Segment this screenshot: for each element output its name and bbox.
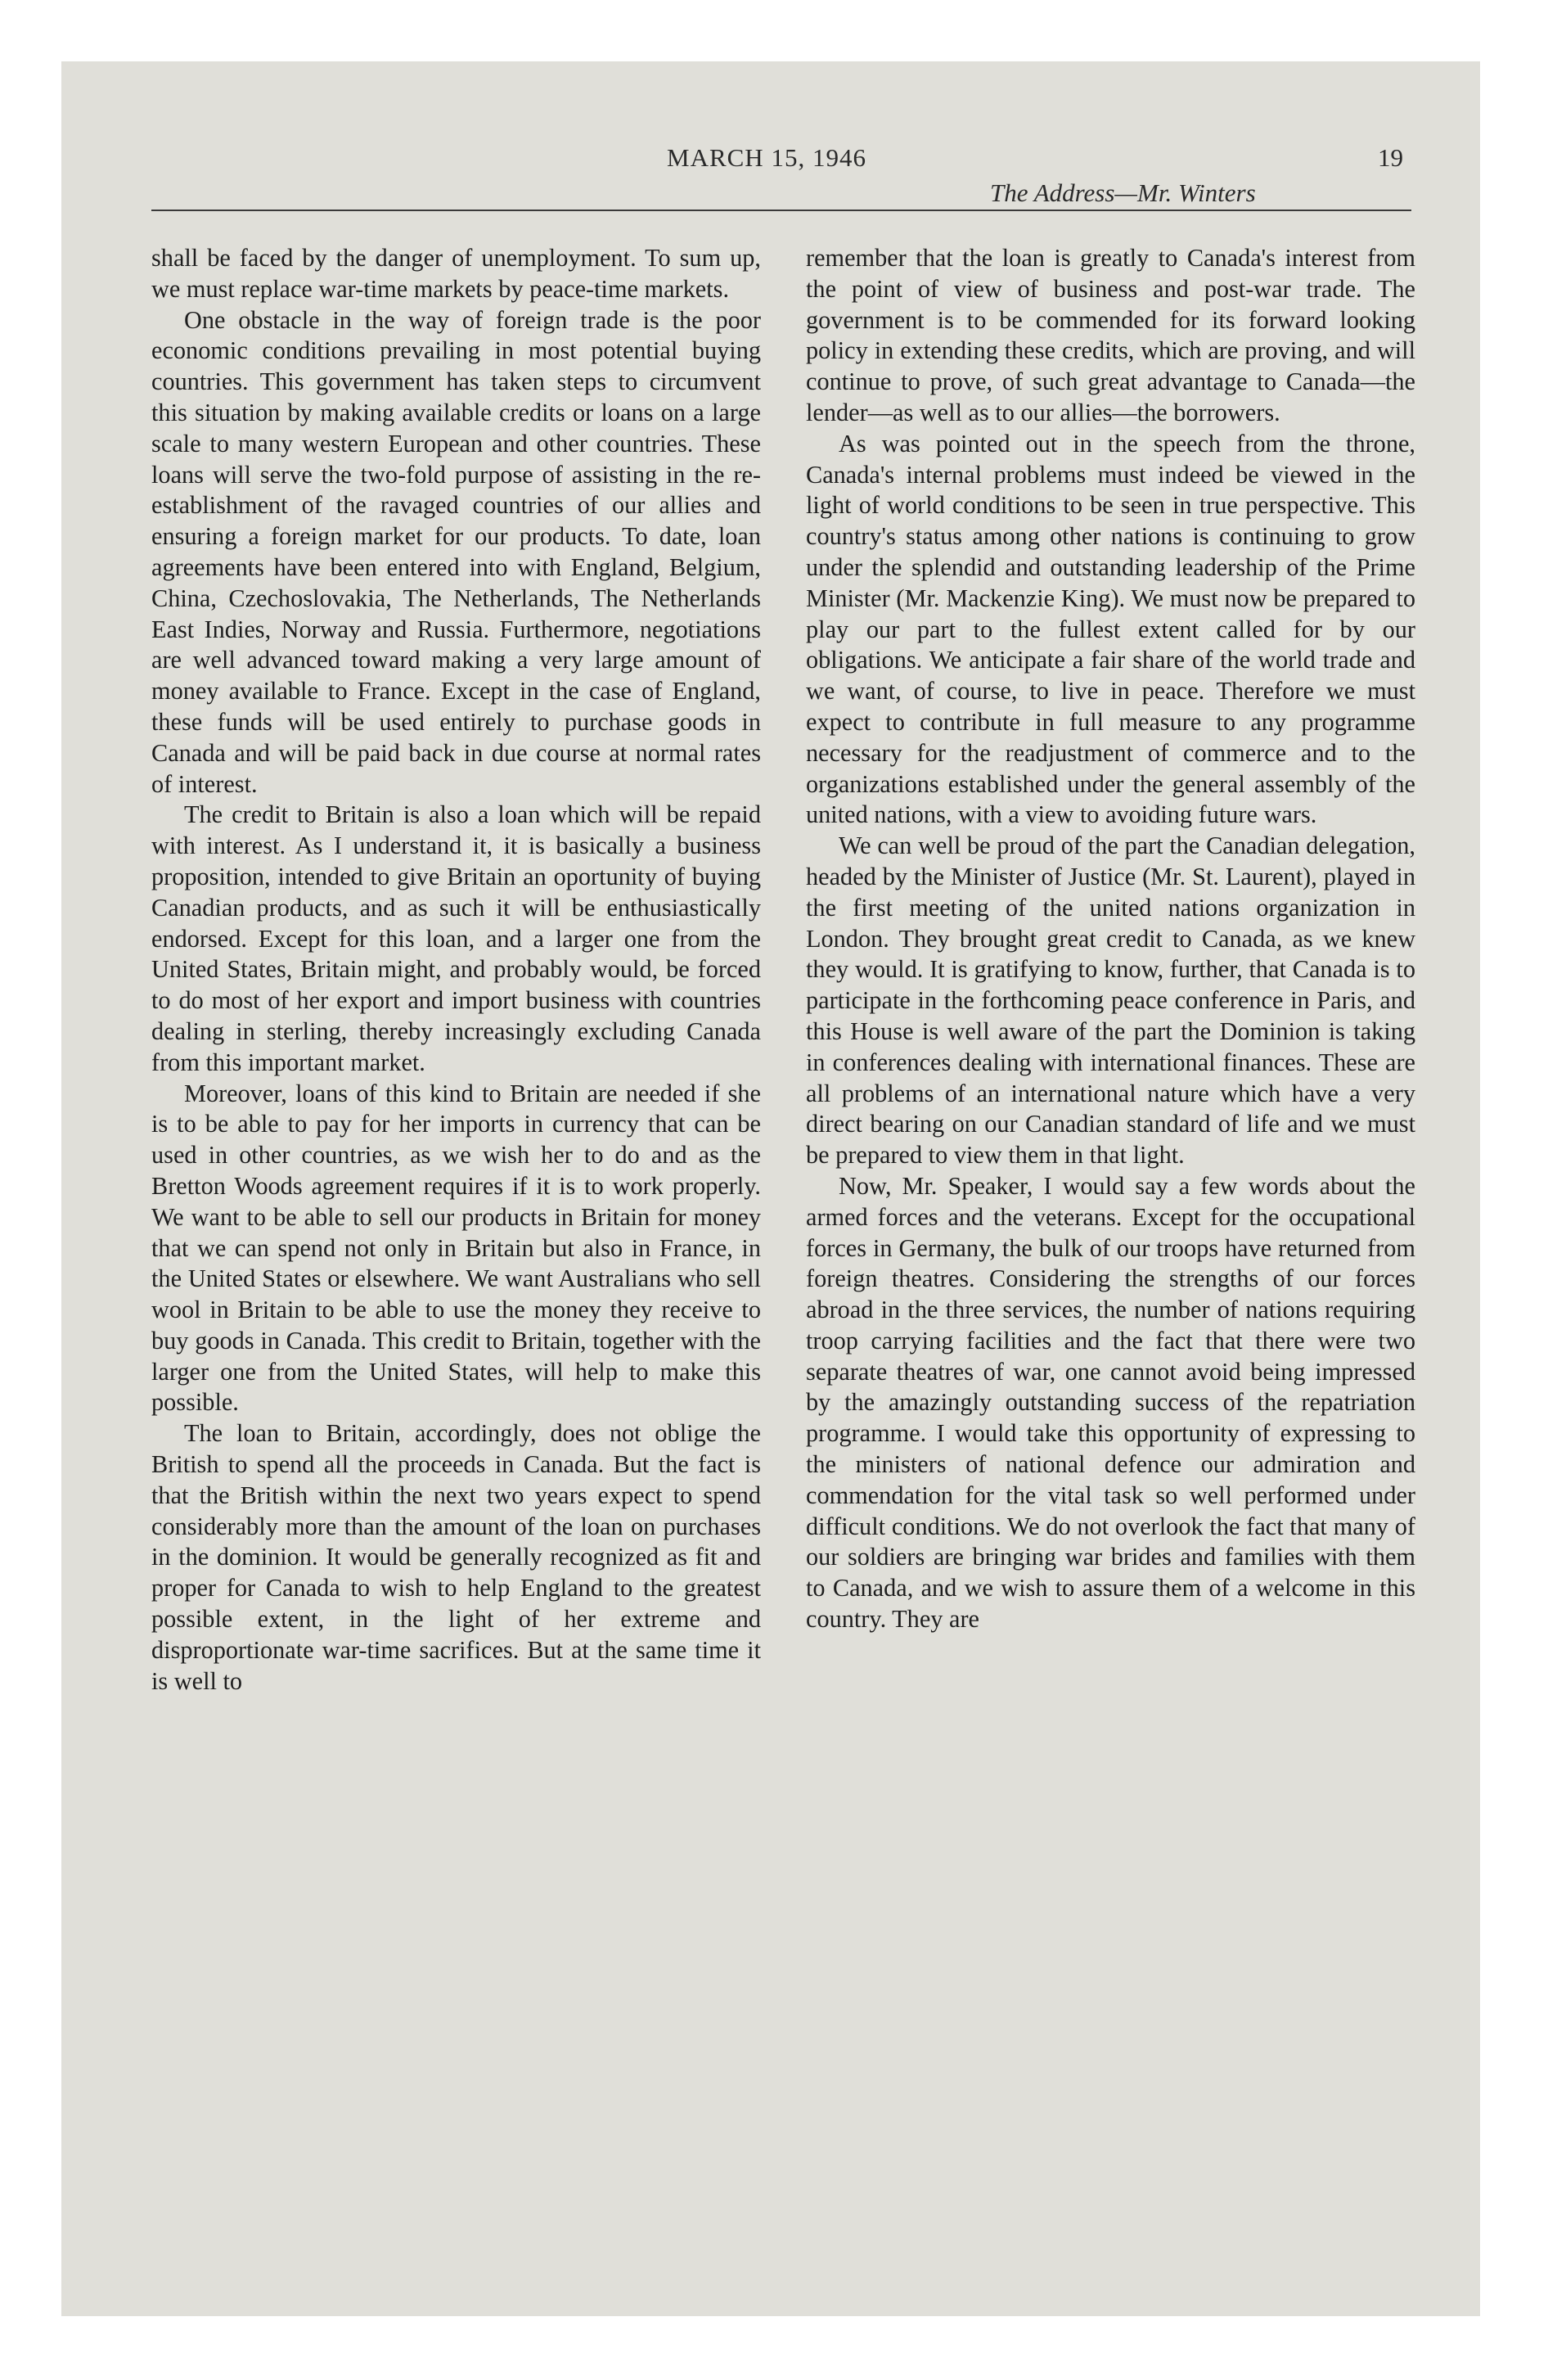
header-rule bbox=[151, 210, 1411, 211]
paragraph: We can well be proud of the part the Canadian delegation, headed by the Minister of Justice (Mr. St. Laurent), played in the first meeting of the united nations organization in London. They brought great credit to Canada, as we knew they would. It is gratifying to know, further, that Canada is to participate in the forthcoming peace conference in Paris, and this House is well aware of the part the Dominion is taking in conferences dealing with international finances. These are all problems of an international nature which have a very direct bearing on our Canadian standard of life and we must be prepared to view them in that light. bbox=[806, 832, 1415, 1170]
page-header bbox=[151, 143, 1403, 209]
paragraph: Moreover, loans of this kind to Britain are needed if she is to be able to pay for her imports in currency that can be used in other countries, as we wish her to do and as the Bretton Woods agreement requires if it is to work properly. We want to be able to sell our products in Britain for money that we can spend not only in Britain but also in France, in the United States or elsewhere. We want Australians who sell wool in Britain to be able to use the money they receive to buy goods in Canada. This credit to Britain, together with the larger one from the United States, will help to make this possible. bbox=[151, 1079, 761, 1417]
header-subtitle: The Address—Mr. Winters bbox=[990, 178, 1256, 207]
paragraph: The credit to Britain is also a loan which will be repaid with interest. As I understand it, it is basically a business proposition, intended to give Britain an oportunity of buying Canadian products, and as such it will be enthusiastically endorsed. Except for this loan, and a larger one from the United States, Britain might, and probably would, be forced to do most of her export and import business with countries dealing in sterling, thereby increasingly excluding Canada from this important market. bbox=[151, 800, 761, 1076]
page-number: 19 bbox=[1378, 143, 1403, 172]
paragraph: The loan to Britain, accordingly, does not oblige the British to spend all the proceeds in Canada. But the fact is that the British within the next two years expect to spend considerably more than the amount of the loan on purchases in the dominion. It would be generally recognized as fit and proper for Canada to wish to help England to the greatest possible extent, in the light of her extreme and disproportionate war-time sacrifices. But at the same time it is well to bbox=[151, 1419, 761, 1695]
paragraph: remember that the loan is greatly to Canada's interest from the point of view of business and post-war trade. The government is to be commended for its forward looking policy in extending these credits, which are proving, and will continue to prove, of such great advantage to Canada—the lender—as well as to our allies—the borrowers. bbox=[806, 244, 1415, 426]
paragraph: As was pointed out in the speech from the throne, Canada's internal problems must indeed be viewed in the light of world conditions to be seen in true perspective. This country's status among other nations is continuing to grow under the splendid and outstanding leadership of the Prime Minister (Mr. Mackenzie King). We must now be prepared to play our part to the fullest extent called for by our obligations. We anticipate a fair share of the world trade and we want, of course, to live in peace. Therefore we must expect to contribute in full measure to any programme necessary for the readjustment of commerce and to the organizations established under the general assembly of the united nations, with a view to avoiding future wars. bbox=[806, 429, 1415, 829]
paragraph: One obstacle in the way of foreign trade is the poor economic conditions prevailing in most potential buying countries. This government has taken steps to circumvent this situation by making available credits or loans on a large scale to many western European and other countries. These loans will serve the two-fold purpose of assisting in the reestablishment of the ravaged countries of our allies and ensuring a foreign market for our products. To date, loan agreements have been entered into with England, Belgium, China, Czechoslovakia, The Netherlands, The Netherlands East Indies, Norway and Russia. Furthermore, negotiations are well advanced toward making a very large amount of money available to France. Except in the case of England, these funds will be used entirely to purchase goods in Canada and will be paid back in due course at normal rates of interest. bbox=[151, 305, 761, 798]
right-column bbox=[806, 243, 1415, 1635]
paragraph: shall be faced by the danger of unemployment. To sum up, we must replace war-time markets by peace-time markets. bbox=[151, 244, 761, 303]
header-date: MARCH 15, 1946 bbox=[667, 143, 866, 172]
left-column bbox=[151, 243, 761, 1697]
paragraph: Now, Mr. Speaker, I would say a few words about the armed forces and the veterans. Except for the occupational forces in Germany, the bulk of our troops have returned from foreign theatres. Considering the strengths of our forces abroad in the three services, the number of nations requiring troop carrying facilities and the fact that there were two separate theatres of war, one cannot avoid being impressed by the amazingly outstanding success of the repatriation programme. I would take this opportunity of expressing to the ministers of national defence our admiration and commendation for the vital task so well performed under difficult conditions. We do not overlook the fact that many of our soldiers are bringing war brides and families with them to Canada, and we wish to assure them of a welcome in this country. They are bbox=[806, 1171, 1415, 1634]
